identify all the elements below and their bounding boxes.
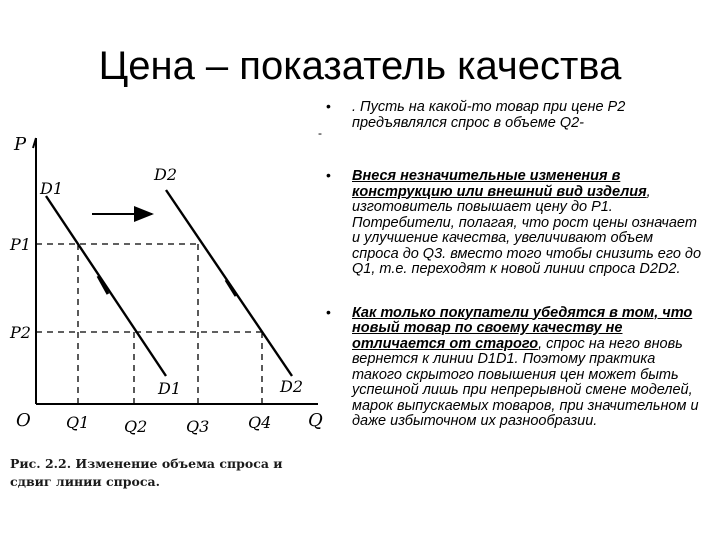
label-q2: Q2 — [124, 417, 148, 436]
label-q3: Q3 — [186, 417, 210, 436]
demand-curve-d1 — [46, 196, 166, 376]
bullet-text-2-emphasis: Внеся незначительные изменения в конструкцию или внешний вид изделия — [352, 168, 647, 200]
label-q1: Q1 — [66, 413, 90, 432]
label-p2: P2 — [10, 323, 31, 342]
bullet-text-3-body: , спрос на него вновь вернется к линии D1D1. Поэтому практика такого скрытого повышения цен может быть успешной лишь при непрерывной смене моделей, марок выпускаемых товаров, при значительном и даже избыточном их разнообразии. — [352, 335, 699, 429]
bullet-text-2-body: , изготовитель повышает цену до Р1. Потребители, полагая, что рост цены означает и улучшение качества, увеличивают объем спроса до Q3. вместо того чтобы снизить его до Q1, т.е. переходят к новой линии спроса D2D2. — [352, 183, 702, 277]
demand-shift-diagram — [0, 130, 323, 450]
slide-title: Цена – показатель качества — [98, 44, 622, 88]
bullet-dot: • — [326, 167, 331, 183]
label-d2-top: D2 — [154, 165, 178, 184]
bullet-text-1: . Пусть на какой-то товар при цене Р2 предъявлялся спрос в объеме Q2- — [352, 99, 626, 131]
figure-caption — [10, 455, 320, 491]
label-d1-top: D1 — [40, 179, 64, 198]
origin-label: O — [16, 410, 31, 431]
label-d1-bottom: D1 — [158, 379, 182, 398]
bullet-item-1 — [322, 100, 702, 131]
bullet-text-3-emphasis: Как только покупатели убедятся в том, что новый товар по своему качеству не отличается от старого — [352, 304, 693, 352]
axis-label-p: P — [14, 134, 27, 155]
bullet-item-2 — [322, 169, 702, 278]
label-p1: P1 — [10, 235, 31, 254]
axis-label-q: Q — [308, 410, 323, 431]
label-d2-bottom: D2 — [280, 377, 304, 396]
caption-line-2: сдвиг линии спроса. — [10, 474, 160, 489]
bullet-dot: • — [326, 303, 331, 320]
caption-line-1: Рис. 2.2. Изменение объема спроса и — [10, 456, 283, 471]
label-q4: Q4 — [248, 413, 272, 432]
bullet-item-3 — [322, 303, 702, 430]
d2-direction-mark — [226, 280, 236, 296]
bullet-list — [322, 100, 702, 430]
bullet-dot: • — [326, 98, 331, 114]
stray-dash: - — [318, 126, 322, 140]
